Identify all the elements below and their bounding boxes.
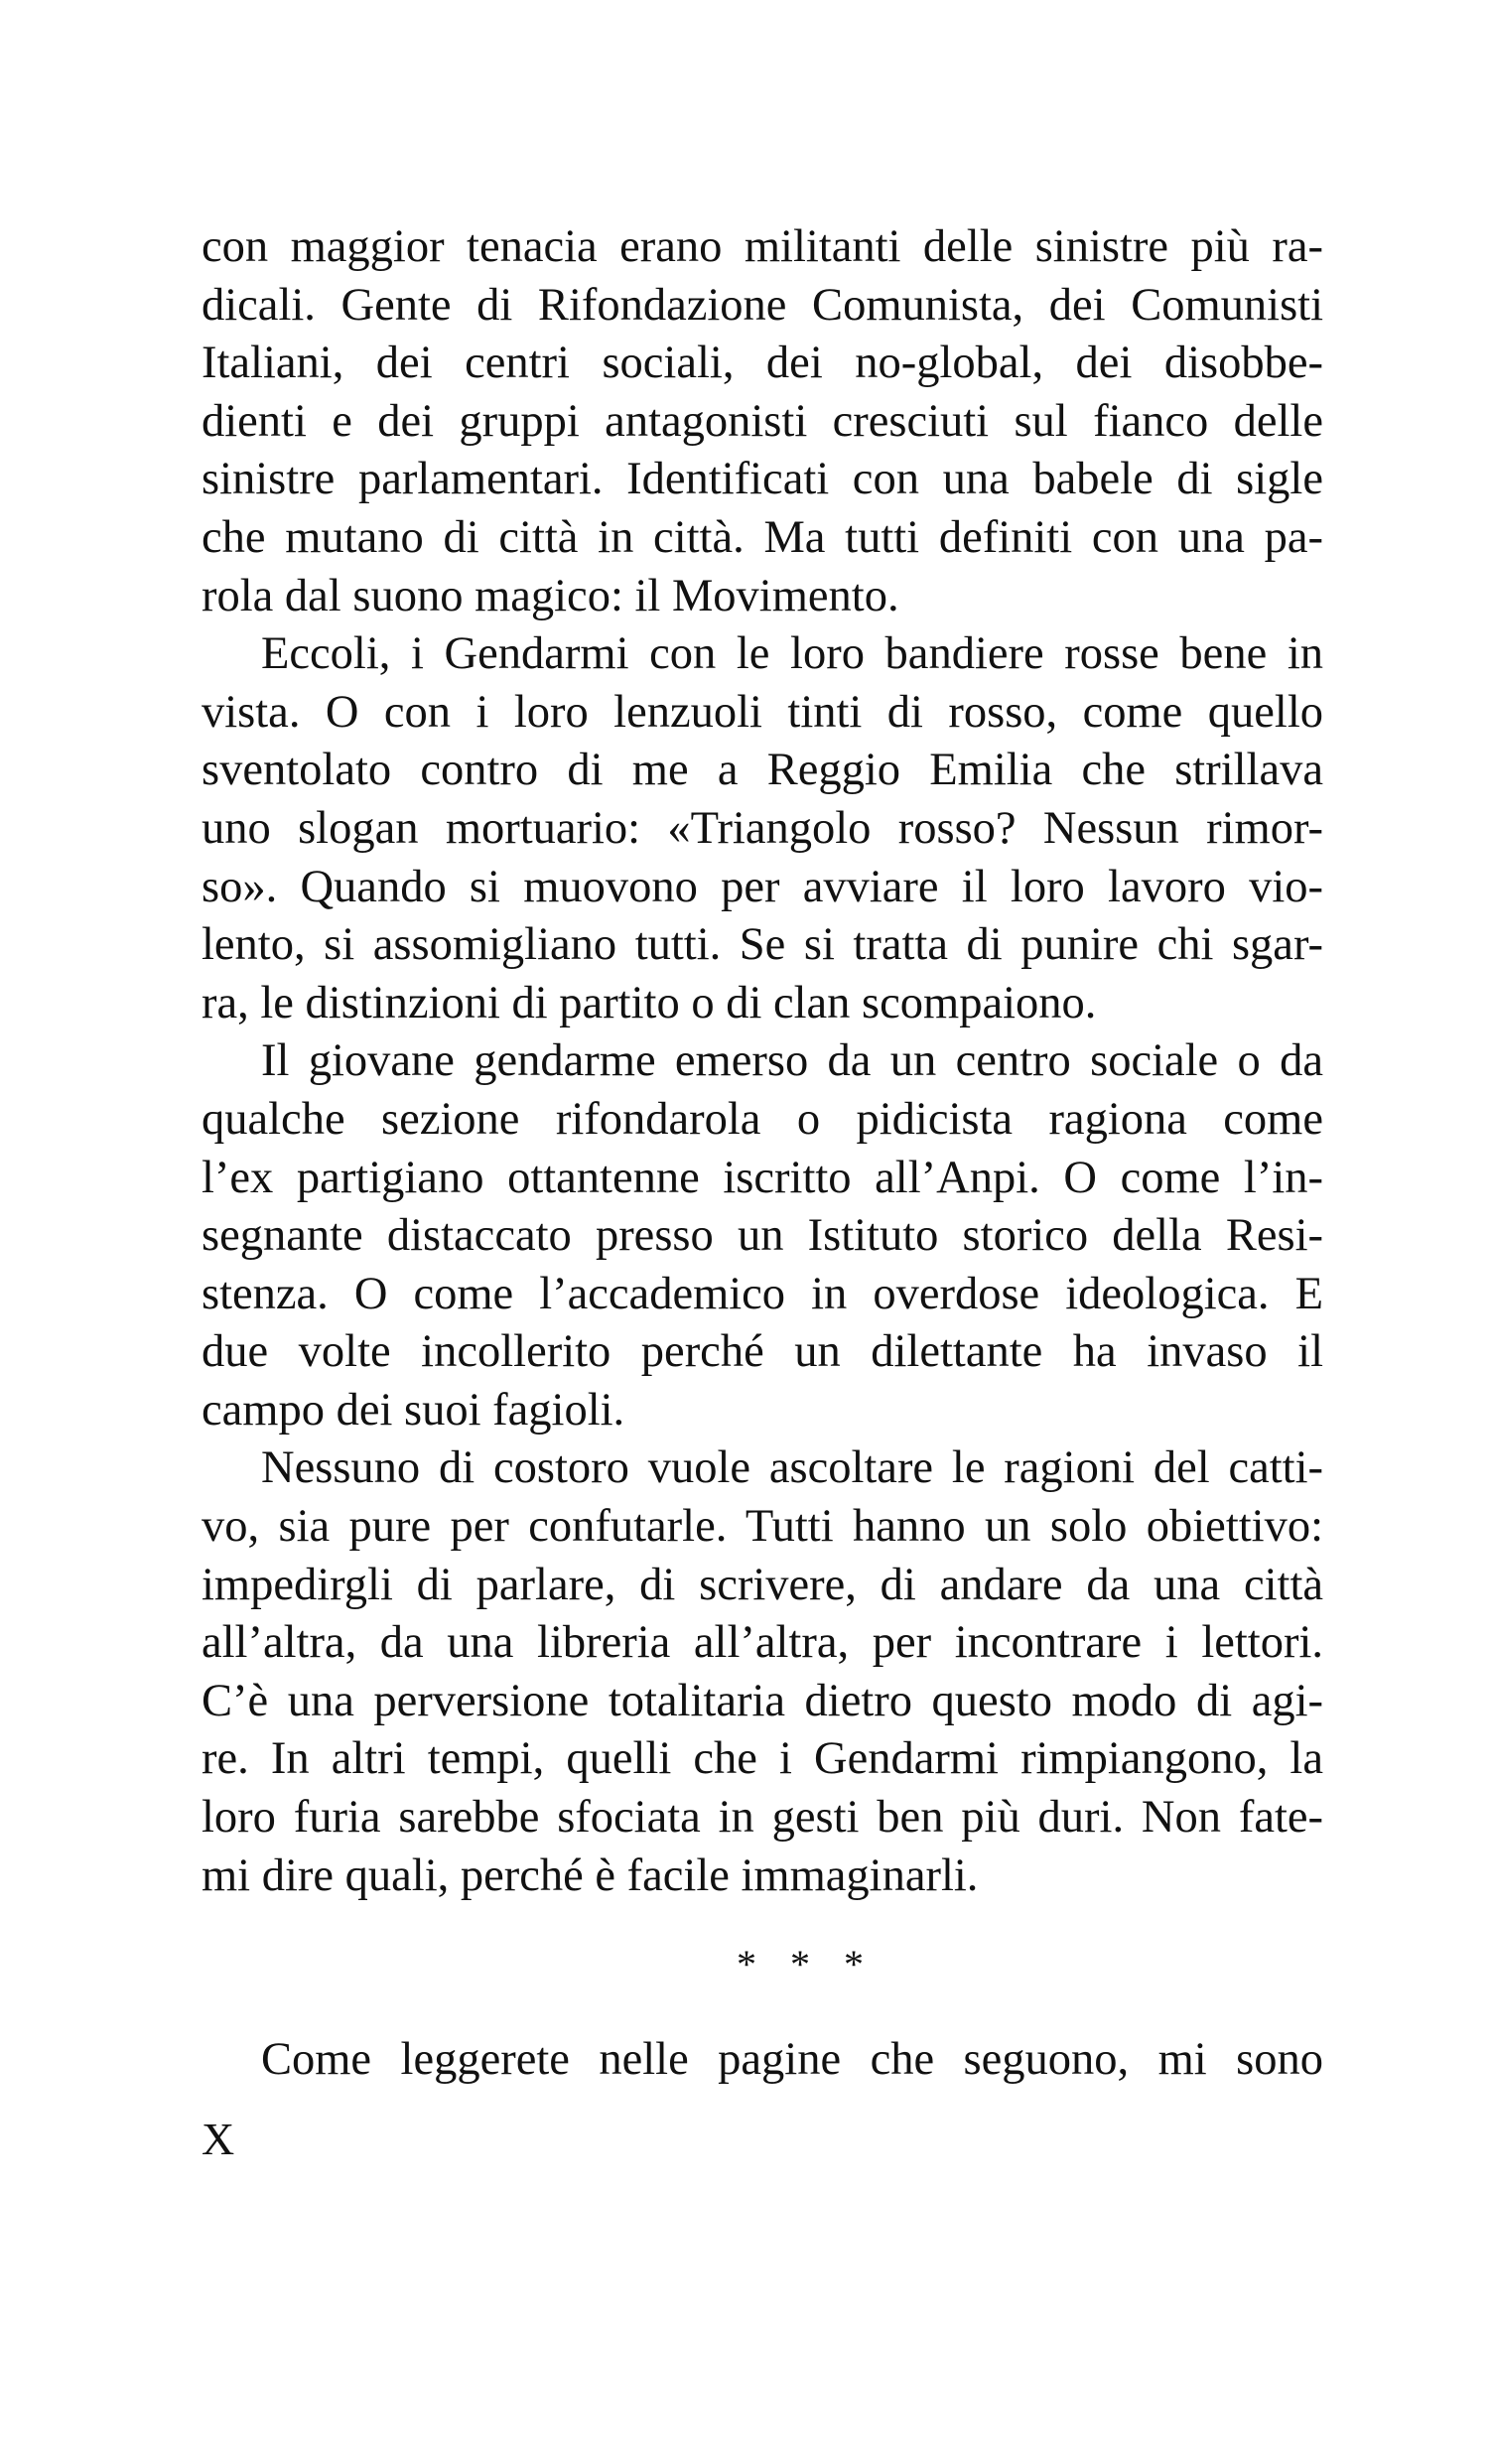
paragraph — [202, 218, 1323, 625]
text-line: segnante distaccato presso un Istituto storico della Resi- — [202, 1210, 1323, 1262]
text-line: C’è una perversione totalitaria dietro questo modo di agi- — [202, 1675, 1323, 1726]
text-line: Italiani, dei centri sociali, dei no-global, dei disobbe- — [202, 338, 1323, 389]
text-line: Il giovane gendarme emerso da un centro sociale o da — [261, 1035, 1323, 1087]
text-line: impedirgli di parlare, di scrivere, di andare da una città — [202, 1559, 1323, 1610]
text-line: lento, si assomigliano tutti. Se si tratta di punire chi sgar- — [202, 919, 1323, 971]
text-line: so». Quando si muovono per avviare il loro lavoro vio- — [202, 861, 1323, 912]
text-line: vista. O con i loro lenzuoli tinti di rosso, come quello — [202, 686, 1323, 738]
text-line: stenza. O come l’accademico in overdose ideologica. E — [202, 1268, 1323, 1319]
text-line: due volte incollerito perché un dilettante ha invaso il — [202, 1326, 1323, 1378]
paragraph-after-separator — [202, 2031, 1323, 2090]
page-number: X — [202, 2114, 235, 2164]
text-line: l’ex partigiano ottantenne iscritto all’Anpi. O come l’in- — [202, 1152, 1323, 1203]
text-line: dicali. Gente di Rifondazione Comunista, dei Comunisti — [202, 279, 1323, 331]
paragraph — [202, 1032, 1323, 1439]
text-line: loro furia sarebbe sfociata in gesti ben più duri. Non fate- — [202, 1792, 1323, 1844]
text-line: re. In altri tempi, quelli che i Gendarmi rimpiangono, la — [202, 1733, 1323, 1785]
text-line: ra, le distinzioni di partito o di clan scompaiono. — [202, 977, 1097, 1028]
text-line: Come leggerete nelle pagine che seguono, mi sono — [261, 2034, 1323, 2085]
text-line: all’altra, da una libreria all’altra, per incontrare i lettori. — [202, 1617, 1323, 1669]
text-line: vo, sia pure per confutarle. Tutti hanno un solo obiettivo: — [202, 1501, 1323, 1553]
text-line: mi dire quali, perché è facile immaginarli. — [202, 1849, 979, 1901]
text-line: qualche sezione rifondarola o pidicista ragiona come — [202, 1093, 1323, 1145]
text-line: campo dei suoi fagioli. — [202, 1384, 625, 1436]
text-line: che mutano di città in città. Ma tutti definiti con una pa- — [202, 511, 1323, 563]
text-line: dienti e dei gruppi antagonisti cresciuti sul fianco delle — [202, 395, 1323, 447]
body-text — [202, 218, 1323, 1905]
text-line: con maggior tenacia erano militanti delle sinistre più ra- — [202, 221, 1323, 272]
text-line: Nessuno di costoro vuole ascoltare le ragioni del catti- — [261, 1442, 1323, 1494]
paragraph — [202, 625, 1323, 1032]
paragraph — [202, 1439, 1323, 1905]
text-line: rola dal suono magico: il Movimento. — [202, 570, 899, 621]
section-separator: * * * — [737, 1942, 876, 1986]
text-line: uno slogan mortuario: «Triangolo rosso? Nessun rimor- — [202, 802, 1323, 854]
text-line: sinistre parlamentari. Identificati con una babele di sigle — [202, 454, 1323, 505]
text-line: Eccoli, i Gendarmi con le loro bandiere rosse bene in — [261, 628, 1323, 680]
text-line: sventolato contro di me a Reggio Emilia che strillava — [202, 745, 1323, 796]
